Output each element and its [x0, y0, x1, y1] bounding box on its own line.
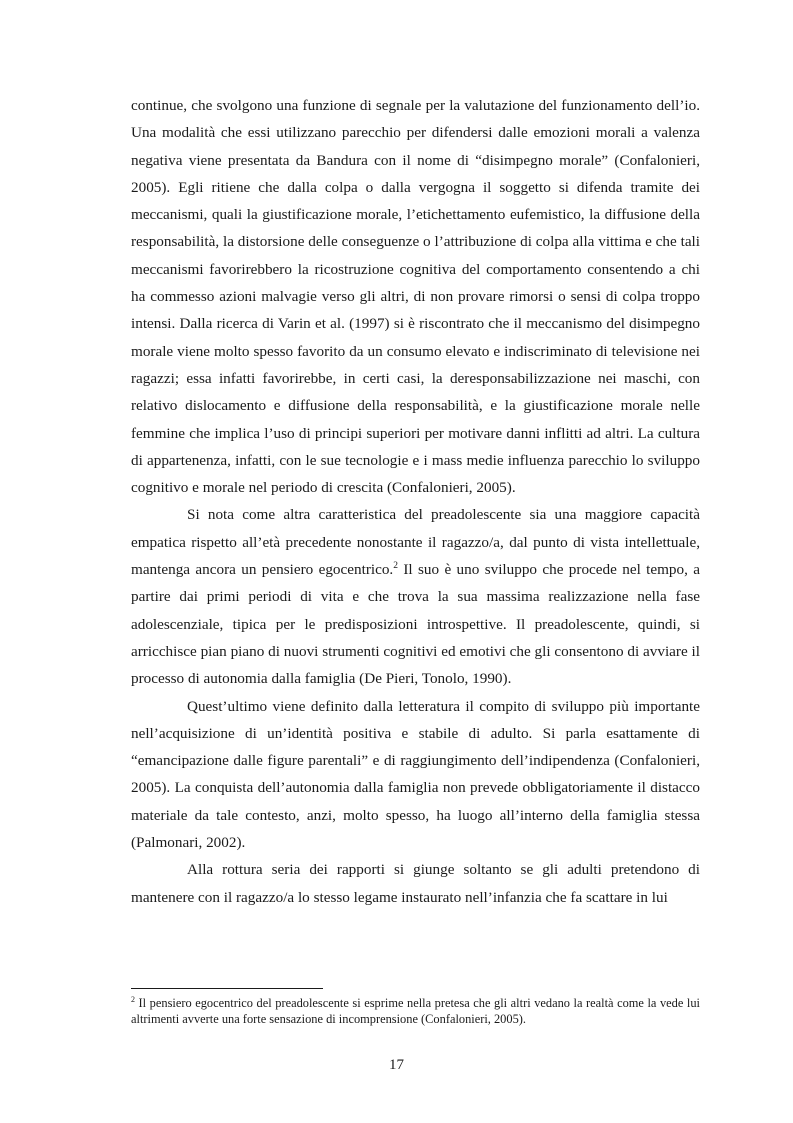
body-text — [131, 92, 700, 911]
paragraph-2-text-after-note: Il suo è uno sviluppo che procede nel tempo, a partire dai primi periodi di vita e che trova la sua massima realizzazione nella fase adolescenziale, tipica per le predisposizioni introspettive. Il preadolescente, quindi, si arricchisce pian piano di nuovi strumenti cognitivi ed emotivi che gli consentono di avviare il processo di autonomia dalla famiglia (De Pieri, Tonolo, 1990). — [131, 561, 701, 688]
paragraph-1: continue, che svolgono una funzione di segnale per la valutazione del funzionamento dell’io. Una modalità che essi utilizzano parecchio per difendersi dalle emozioni morali a valenza negativa viene presentata da Bandura con il nome di “disimpegno morale” (Confalonieri, 2005). Egli ritiene che dalla colpa o dalla vergogna il soggetto si difenda tramite dei meccanismi, quali la giustificazione morale, l’etichettamento eufemistico, la diffusione della responsabilità, la distorsione delle conseguenze o l’attribuzione di colpa alla vittima e che tali meccanismi favorirebbero la ricostruzione cognitiva del comportamento consentendo a chi ha commesso azioni malvagie verso gli altri, di non provare rimorsi o sensi di colpa troppo intensi. Dalla ricerca di Varin et al. (1997) si è riscontrato che il meccanismo del disimpegno morale viene molto spesso favorito da un consumo elevato e indiscriminato di televisione nei ragazzi; essa infatti favorirebbe, in certi casi, la deresponsabilizzazione nei maschi, con relativo dislocamento e diffusione della responsabilità, e la giustificazione morale nelle femmine che implica l’uso di principi superiori per motivare danni inflitti ad altri. La cultura di appartenenza, infatti, con le sue tecnologie e i mass medie influenza parecchio lo sviluppo cognitivo e morale nel periodo di crescita (Confalonieri, 2005). — [131, 97, 700, 497]
paragraph-3: Quest’ultimo viene definito dalla letteratura il compito di sviluppo più importante nell’acquisizione di un’identità positiva e stabile di adulto. Si parla esattamente di “emancipazione dalle figure parentali” e di raggiungimento dell’indipendenza (Confalonieri, 2005). La conquista dell’autonomia dalla famiglia non prevede obbligatoriamente il distacco materiale da tale contesto, anzi, molto spesso, ha luogo all’interno della famiglia stessa (Palmonari, 2002). — [131, 697, 700, 852]
footnote-reference: 2 — [393, 560, 398, 571]
paragraph-2-text-before-note: Si nota come altra caratteristica del preadolescente sia una maggiore capacità empatica rispetto all’età precedente nonostante il ragazzo/a, dal punto di vista intellettuale, mantenga ancora un pensiero egocentrico. — [131, 506, 700, 579]
footnote-number: 2 — [131, 994, 135, 1004]
footnote-text: Il pensiero egocentrico del preadolescente si esprime nella pretesa che gli altri vedano la realtà come la vede lui altrimenti avverte una forte sensazione di incomprensione (Confalonieri, 2005). — [131, 996, 700, 1026]
paragraph-2 — [131, 501, 700, 692]
page-number: 17 — [389, 1057, 404, 1073]
footnote — [131, 995, 700, 1027]
paragraph-4: Alla rottura seria dei rapporti si giunge soltanto se gli adulti pretendono di mantenere con il ragazzo/a lo stesso legame instaurato nell’infanzia che fa scattare in lui — [131, 861, 700, 906]
footnote-separator — [131, 988, 323, 989]
